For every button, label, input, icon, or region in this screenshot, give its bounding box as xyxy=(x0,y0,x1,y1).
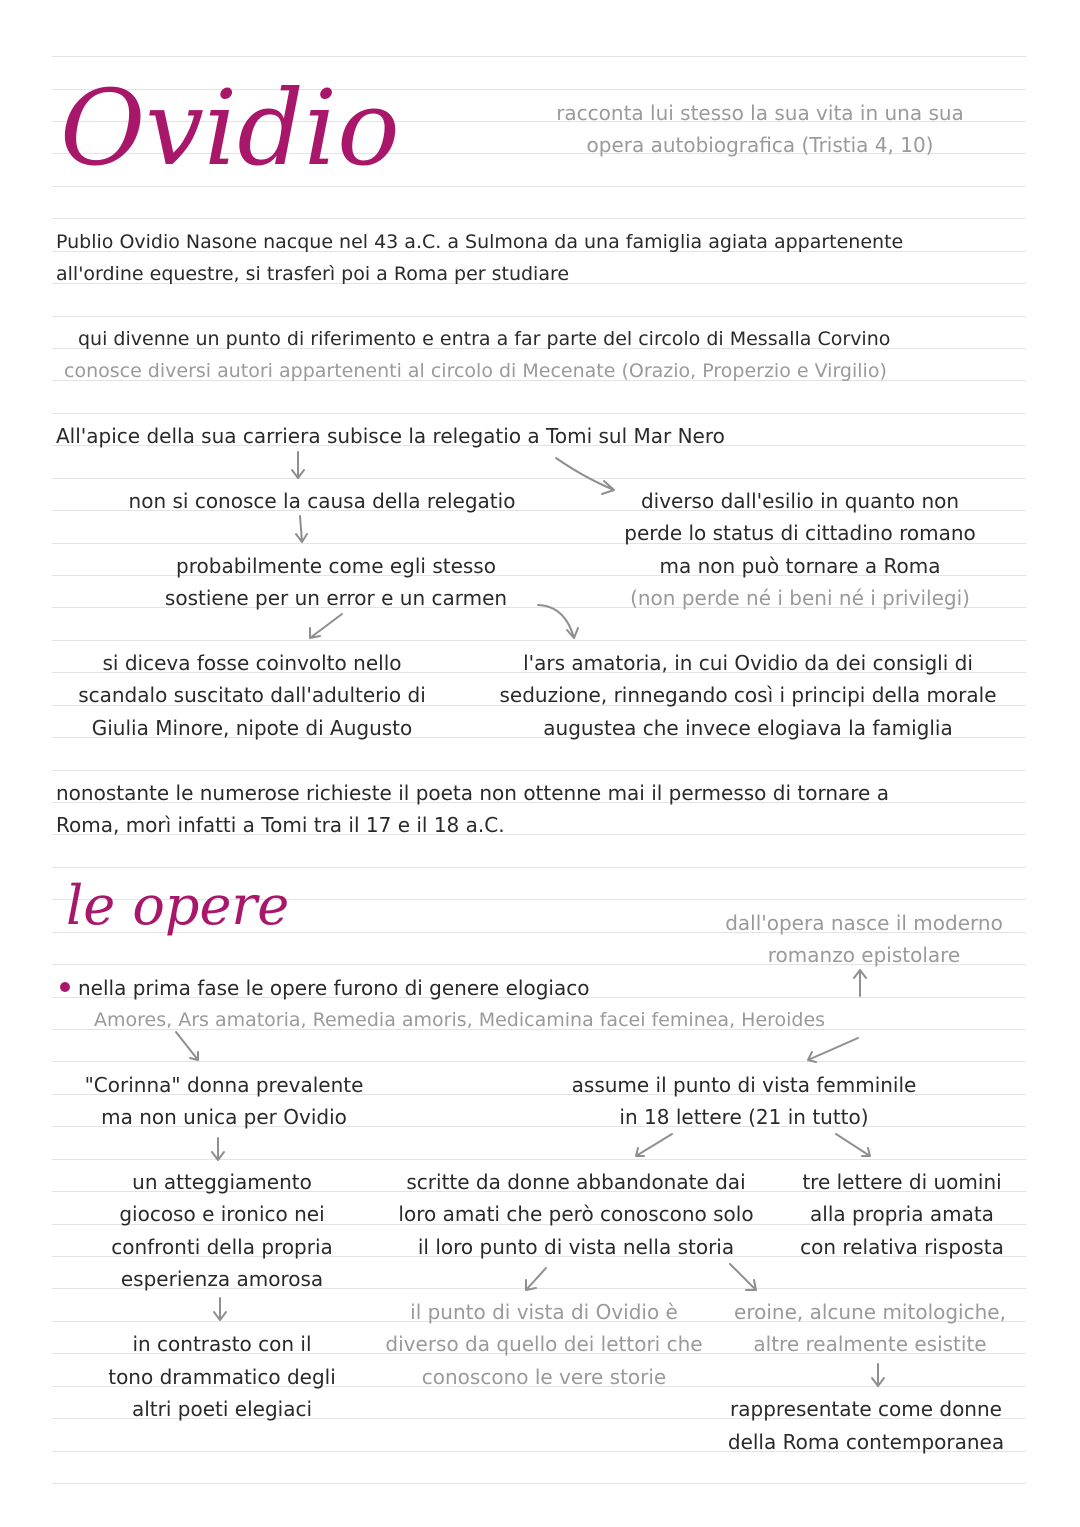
relegatio-diff-line3: ma non può tornare a Roma xyxy=(659,554,941,578)
arrow-down-icon xyxy=(212,1138,224,1160)
corinna-line2: ma non unica per Ovidio xyxy=(101,1105,347,1129)
cause-ars-line1: l'ars amatoria, in cui Ovidio da dei consigli di xyxy=(523,651,973,675)
arrow-up-icon xyxy=(854,970,866,996)
arrow-down-left-icon xyxy=(808,1038,858,1062)
works-bullet-text: nella prima fase le opere furono di genere elogiaco xyxy=(78,976,590,1000)
arrow-down-icon xyxy=(292,452,304,478)
title-note-line1: racconta lui stesso la sua vita in una sua xyxy=(556,101,964,125)
relegatio-probable-line2: sostiene per un error e un carmen xyxy=(164,586,508,610)
works-list: Amores, Ars amatoria, Remedia amoris, Medicamina facei feminea, Heroides xyxy=(94,1009,826,1031)
three-letters-line1: tre lettere di uomini xyxy=(802,1170,1002,1194)
bio-p2-line2: conosce diversi autori appartenenti al circolo di Mecenate (Orazio, Properzio e Virgilio) xyxy=(64,360,887,382)
arrow-down-icon xyxy=(872,1364,884,1386)
three-letters-line2: alla propria amata xyxy=(810,1202,994,1226)
title-note-line2: opera autobiografica (Tristia 4, 10) xyxy=(586,133,934,157)
attitude-line3: confronti della propria xyxy=(111,1235,333,1259)
arrow-down-right-icon xyxy=(730,1264,756,1290)
section-title-works: le opere xyxy=(66,874,290,937)
contrast-line2: tono drammatico degli xyxy=(108,1365,336,1389)
bio-p3: All'apice della sua carriera subisce la relegatio a Tomi sul Mar Nero xyxy=(56,424,725,448)
cause-scandal-line2: scandalo suscitato dall'adulterio di xyxy=(78,683,426,707)
female-pov-line2: in 18 lettere (21 in tutto) xyxy=(619,1105,869,1129)
cause-scandal-line1: si diceva fosse coinvolto nello xyxy=(102,651,402,675)
relegatio-probable-line1: probabilmente come egli stesso xyxy=(176,554,496,578)
three-letters-line3: con relativa risposta xyxy=(800,1235,1004,1259)
arrow-down-right-icon xyxy=(176,1032,198,1060)
cause-ars-line2: seduzione, rinnegando così i principi della morale xyxy=(499,683,997,707)
represented-line1: rappresentate come donne xyxy=(730,1397,1002,1421)
arrow-down-left-icon xyxy=(636,1134,672,1156)
attitude-line4: esperienza amorosa xyxy=(120,1267,324,1291)
written-by-women-line1: scritte da donne abbandonate dai xyxy=(406,1170,746,1194)
cause-ars-line3: augustea che invece elogiava la famiglia xyxy=(543,716,953,740)
arrow-down-right-icon xyxy=(836,1134,870,1156)
heroines-line1: eroine, alcune mitologiche, xyxy=(734,1300,1006,1324)
relegatio-diff-line2: perde lo status di cittadino romano xyxy=(624,521,976,545)
bio-p1-line2: all'ordine equestre, si trasferì poi a Roma per studiare xyxy=(56,263,570,285)
ovid-pov-line1: il punto di vista di Ovidio è xyxy=(410,1300,678,1324)
ovid-pov-line2: diverso da quello dei lettori che xyxy=(385,1332,703,1356)
ovid-pov-line3: conoscono le vere storie xyxy=(421,1365,667,1389)
arrow-curve-right-icon xyxy=(556,458,614,494)
attitude-line1: un atteggiamento xyxy=(132,1170,312,1194)
contrast-line3: altri poeti elegiaci xyxy=(131,1397,313,1421)
heroines-line2: altre realmente esistite xyxy=(753,1332,987,1356)
arrow-down-icon xyxy=(214,1298,226,1320)
corinna-line1: "Corinna" donna prevalente xyxy=(84,1073,364,1097)
bio-p1-line1: Publio Ovidio Nasone nacque nel 43 a.C. a Sulmona da una famiglia agiata appartenente xyxy=(56,231,904,253)
cause-scandal-line3: Giulia Minore, nipote di Augusto xyxy=(91,716,413,740)
page-title: Ovidio xyxy=(60,67,400,189)
bio-p4-line1: nonostante le numerose richieste il poeta non ottenne mai il permesso di tornare a xyxy=(56,781,889,805)
relegatio-diff-line4: (non perde né i beni né i privilegi) xyxy=(630,586,970,610)
arrow-down-left-icon xyxy=(310,614,342,638)
written-by-women-line2: loro amati che però conoscono solo xyxy=(398,1202,754,1226)
bio-p4-line2: Roma, morì infatti a Tomi tra il 17 e il 18 a.C. xyxy=(56,813,505,837)
female-pov-line1: assume il punto di vista femminile xyxy=(571,1073,917,1097)
attitude-line2: giocoso e ironico nei xyxy=(119,1202,325,1226)
works-note-line2: romanzo epistolare xyxy=(767,943,961,967)
relegatio-diff-line1: diverso dall'esilio in quanto non xyxy=(640,489,960,513)
relegatio-cause-unknown: non si conosce la causa della relegatio xyxy=(128,489,516,513)
bio-p2-line1: qui divenne un punto di riferimento e entra a far parte del circolo di Messalla Corvino xyxy=(78,328,891,350)
written-by-women-line3: il loro punto di vista nella storia xyxy=(417,1235,735,1259)
represented-line2: della Roma contemporanea xyxy=(727,1430,1005,1454)
arrow-down-left-icon xyxy=(526,1268,546,1290)
contrast-line1: in contrasto con il xyxy=(132,1332,312,1356)
works-note-line1: dall'opera nasce il moderno xyxy=(725,911,1003,935)
arrow-curve-right-icon xyxy=(538,605,578,638)
bullet-icon xyxy=(60,982,70,992)
arrow-down-icon xyxy=(296,516,307,542)
